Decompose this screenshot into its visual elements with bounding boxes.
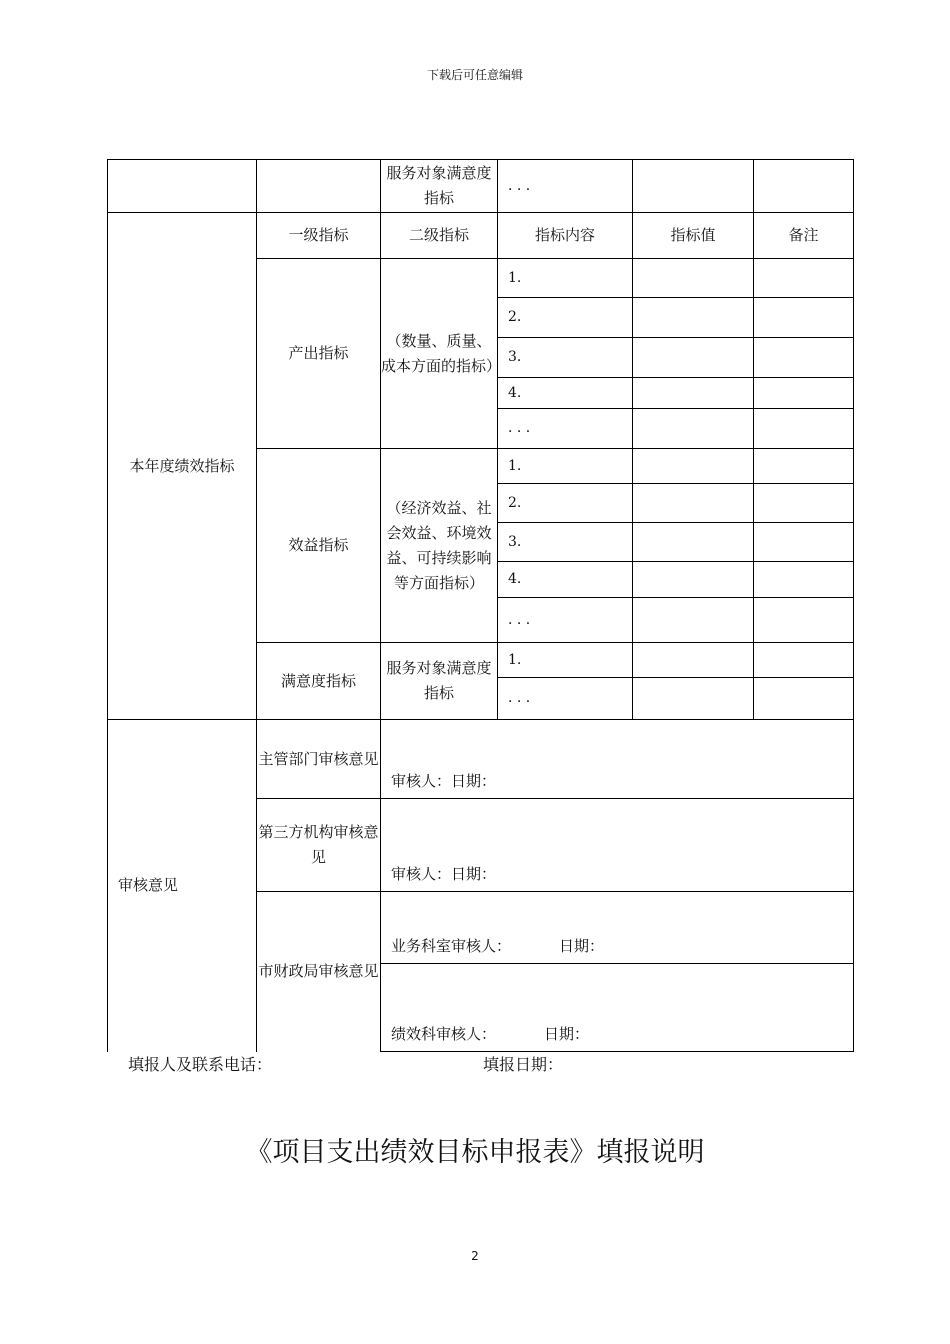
header-level1: 一级指标 <box>257 213 381 259</box>
review-label: 审核意见 <box>108 720 257 1052</box>
remark-cell <box>754 409 854 449</box>
cell-empty <box>754 160 854 213</box>
office-review-sign <box>381 892 854 964</box>
third-party-review-sign: 审核人：日期： <box>381 799 854 892</box>
header-value: 指标值 <box>633 213 754 259</box>
filler-contact-label: 填报人及联系电话： <box>128 1055 273 1074</box>
value-cell <box>633 678 754 720</box>
fill-date-label: 填报日期： <box>483 1055 564 1074</box>
satisfaction-level2: 服务对象满意度指标 <box>381 643 498 720</box>
review-row <box>108 720 854 799</box>
header-row <box>108 213 854 259</box>
office-reviewer-text: 业务科室审核人： <box>391 937 512 955</box>
satisfaction-item: 1. <box>498 643 633 678</box>
cell-empty <box>633 160 754 213</box>
benefit-item: 4. <box>498 562 633 598</box>
dept-review-sign: 审核人：日期： <box>381 720 854 799</box>
remark-cell <box>754 378 854 409</box>
office-date-text: 日期： <box>559 937 605 955</box>
performance-review-sign <box>381 964 854 1052</box>
value-cell <box>633 523 754 562</box>
value-cell <box>633 259 754 298</box>
output-item: 2. <box>498 298 633 338</box>
output-level1: 产出指标 <box>257 259 381 449</box>
output-item: 3. <box>498 338 633 378</box>
output-level2: （数量、质量、成本方面的指标） <box>381 259 498 449</box>
value-cell <box>633 598 754 643</box>
benefit-level1: 效益指标 <box>257 449 381 643</box>
dept-review-label: 主管部门审核意见 <box>257 720 381 799</box>
remark-cell <box>754 523 854 562</box>
page-header: 下载后可任意编辑 <box>426 68 523 82</box>
output-item: . . . <box>498 409 633 449</box>
value-cell <box>633 562 754 598</box>
annual-indicator-label: 本年度绩效指标 <box>108 213 257 720</box>
value-cell <box>633 338 754 378</box>
output-item: 1. <box>498 259 633 298</box>
top-content-cell: . . . <box>498 160 633 213</box>
value-cell <box>633 449 754 484</box>
value-cell <box>633 484 754 523</box>
performance-table <box>107 159 854 1052</box>
header-content: 指标内容 <box>498 213 633 259</box>
benefit-item: 2. <box>498 484 633 523</box>
remark-cell <box>754 643 854 678</box>
header-remark: 备注 <box>754 213 854 259</box>
page-number: 2 <box>471 1249 479 1263</box>
benefit-item: 1. <box>498 449 633 484</box>
finance-review-label: 市财政局审核意见 <box>257 892 381 1052</box>
value-cell <box>633 409 754 449</box>
value-cell <box>633 298 754 338</box>
satisfaction-item: . . . <box>498 678 633 720</box>
top-level2-cell: 服务对象满意度指标 <box>381 160 498 213</box>
table-row <box>108 160 854 213</box>
value-cell <box>633 378 754 409</box>
value-cell <box>633 643 754 678</box>
benefit-level2: （经济效益、社会效益、环境效益、可持续影响等方面指标） <box>381 449 498 643</box>
remark-cell <box>754 259 854 298</box>
output-item: 4. <box>498 378 633 409</box>
satisfaction-level1: 满意度指标 <box>257 643 381 720</box>
cell-empty <box>108 160 257 213</box>
third-party-review-label: 第三方机构审核意见 <box>257 799 381 892</box>
remark-cell <box>754 449 854 484</box>
remark-cell <box>754 598 854 643</box>
cell-empty <box>257 160 381 213</box>
remark-cell <box>754 338 854 378</box>
benefit-item: . . . <box>498 598 633 643</box>
remark-cell <box>754 562 854 598</box>
document-title: 《项目支出绩效目标申报表》填报说明 <box>245 1137 705 1168</box>
remark-cell <box>754 484 854 523</box>
remark-cell <box>754 678 854 720</box>
benefit-item: 3. <box>498 523 633 562</box>
performance-reviewer-text: 绩效科审核人： <box>391 1025 497 1043</box>
performance-date-text: 日期： <box>544 1025 590 1043</box>
header-level2: 二级指标 <box>381 213 498 259</box>
remark-cell <box>754 298 854 338</box>
